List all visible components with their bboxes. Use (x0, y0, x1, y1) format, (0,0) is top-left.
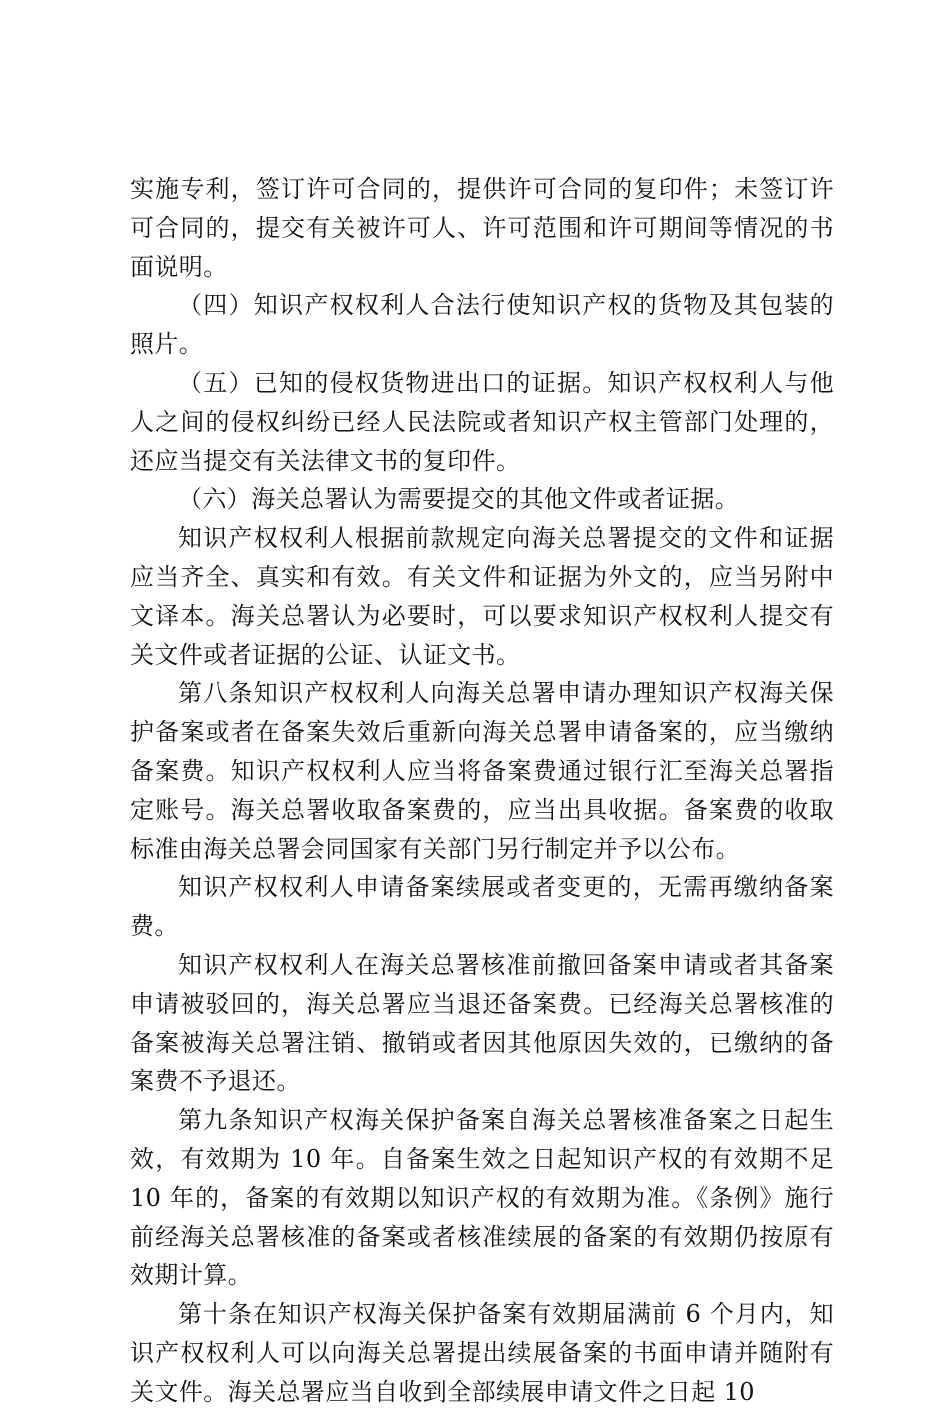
paragraph-article-8: 第八条知识产权权利人向海关总署申请办理知识产权海关保护备案或者在备案失效后重新向海关总署申请备案的，应当缴纳备案费。知识产权权利人应当将备案费通过银行汇至海关总署指定账号。海关总署收取备案费的，应当出具收据。备案费的收取标准由海关总署会同国家有关部门另行制定并予以公布。 (130, 679, 834, 863)
paragraph-article-9: 第九条知识产权海关保护备案自海关总署核准备案之日起生效，有效期为 10 年。自备案生效之日起知识产权的有效期不足 10 年的，备案的有效期以知识产权的有效期为准。《条例》施行前经海关总署核准的备案或者核准续展的备案的有效期仍按原有效期计算。 (130, 1106, 834, 1290)
paragraph-document-requirements: 知识产权权利人根据前款规定向海关总署提交的文件和证据应当齐全、真实和有效。有关文件和证据为外文的，应当另附中文译本。海关总署认为必要时，可以要求知识产权权利人提交有关文件或者证据的公证、认证文书。 (130, 524, 834, 669)
document-body (130, 170, 834, 1412)
paragraph-article-10: 第十条在知识产权海关保护备案有效期届满前 6 个月内，知识产权权利人可以向海关总署提出续展备案的书面申请并随附有关文件。海关总署应当自收到全部续展申请文件之日起 10 (130, 1300, 834, 1406)
paragraph-patent-license: 实施专利，签订许可合同的，提供许可合同的复印件；未签订许可合同的，提交有关被许可人、许可范围和许可期间等情况的书面说明。 (130, 175, 834, 281)
paragraph-item-4: （四）知识产权权利人合法行使知识产权的货物及其包装的照片。 (130, 291, 834, 359)
paragraph-item-5: （五）已知的侵权货物进出口的证据。知识产权权利人与他人之间的侵权纠纷已经人民法院或者知识产权主管部门处理的，还应当提交有关法律文书的复印件。 (130, 368, 834, 475)
paragraph-fee-refund: 知识产权权利人在海关总署核准前撤回备案申请或者其备案申请被驳回的，海关总署应当退还备案费。已经海关总署核准的备案被海关总署注销、撤销或者因其他原因失效的，已缴纳的备案费不予退还。 (130, 950, 834, 1096)
paragraph-renewal-fee: 知识产权权利人申请备案续展或者变更的，无需再缴纳备案费。 (130, 873, 834, 941)
paragraph-item-6: （六）海关总署认为需要提交的其他文件或者证据。 (178, 485, 740, 514)
